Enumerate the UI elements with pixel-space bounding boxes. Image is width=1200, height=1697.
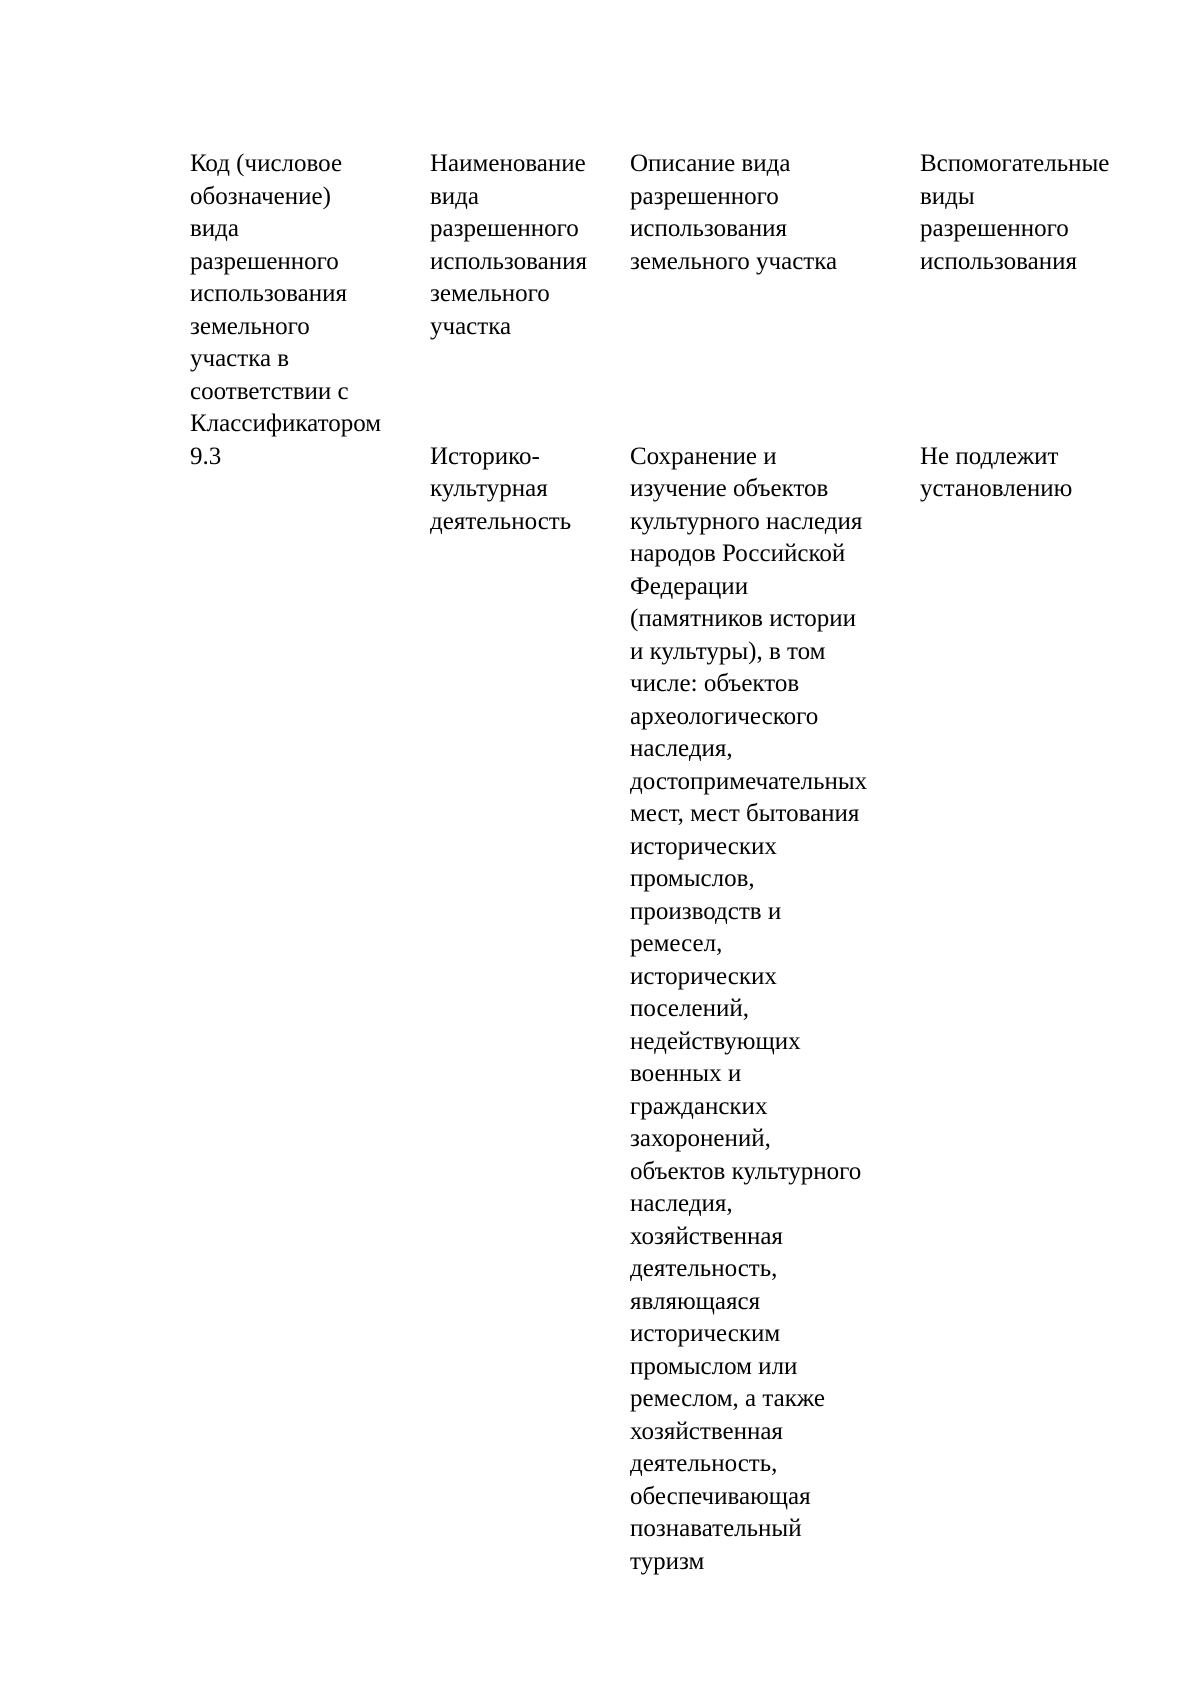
header-auxiliary: Вспомогательные виды разрешенного использования — [920, 150, 1110, 275]
cell-auxiliary: Не подлежит установлению — [920, 442, 1073, 502]
cell-code: 9.3 — [190, 442, 222, 470]
table-row — [190, 441, 1165, 1579]
header-name: Наименование вида разрешенного использования земельного участка — [430, 150, 587, 340]
table-header-row — [190, 148, 1165, 441]
land-use-table — [190, 148, 1165, 1578]
cell-name: Историко- культурная деятельность — [430, 442, 572, 535]
header-code: Код (числовое обозначение) вида разрешенного использования земельного участка в соответствии с Классификатором — [190, 150, 382, 437]
header-description: Описание вида разрешенного использования земельного участка — [630, 150, 838, 275]
cell-description: Сохранение и изучение объектов культурного наследия народов Российской Федерации (памятников истории и культуры), в том числе: объектов археологического наследия, достопримечательных мест, мест бытования исторических промыслов, производств и ремесел, исторических поселений, недействующих военных и гражданских захоронений, объектов культурного наследия, хозяйственная деятельность, являющаяся историческим промыслом или ремеслом, а также хозяйственная деятельность, обеспечивающая познавательный туризм — [630, 442, 868, 1575]
